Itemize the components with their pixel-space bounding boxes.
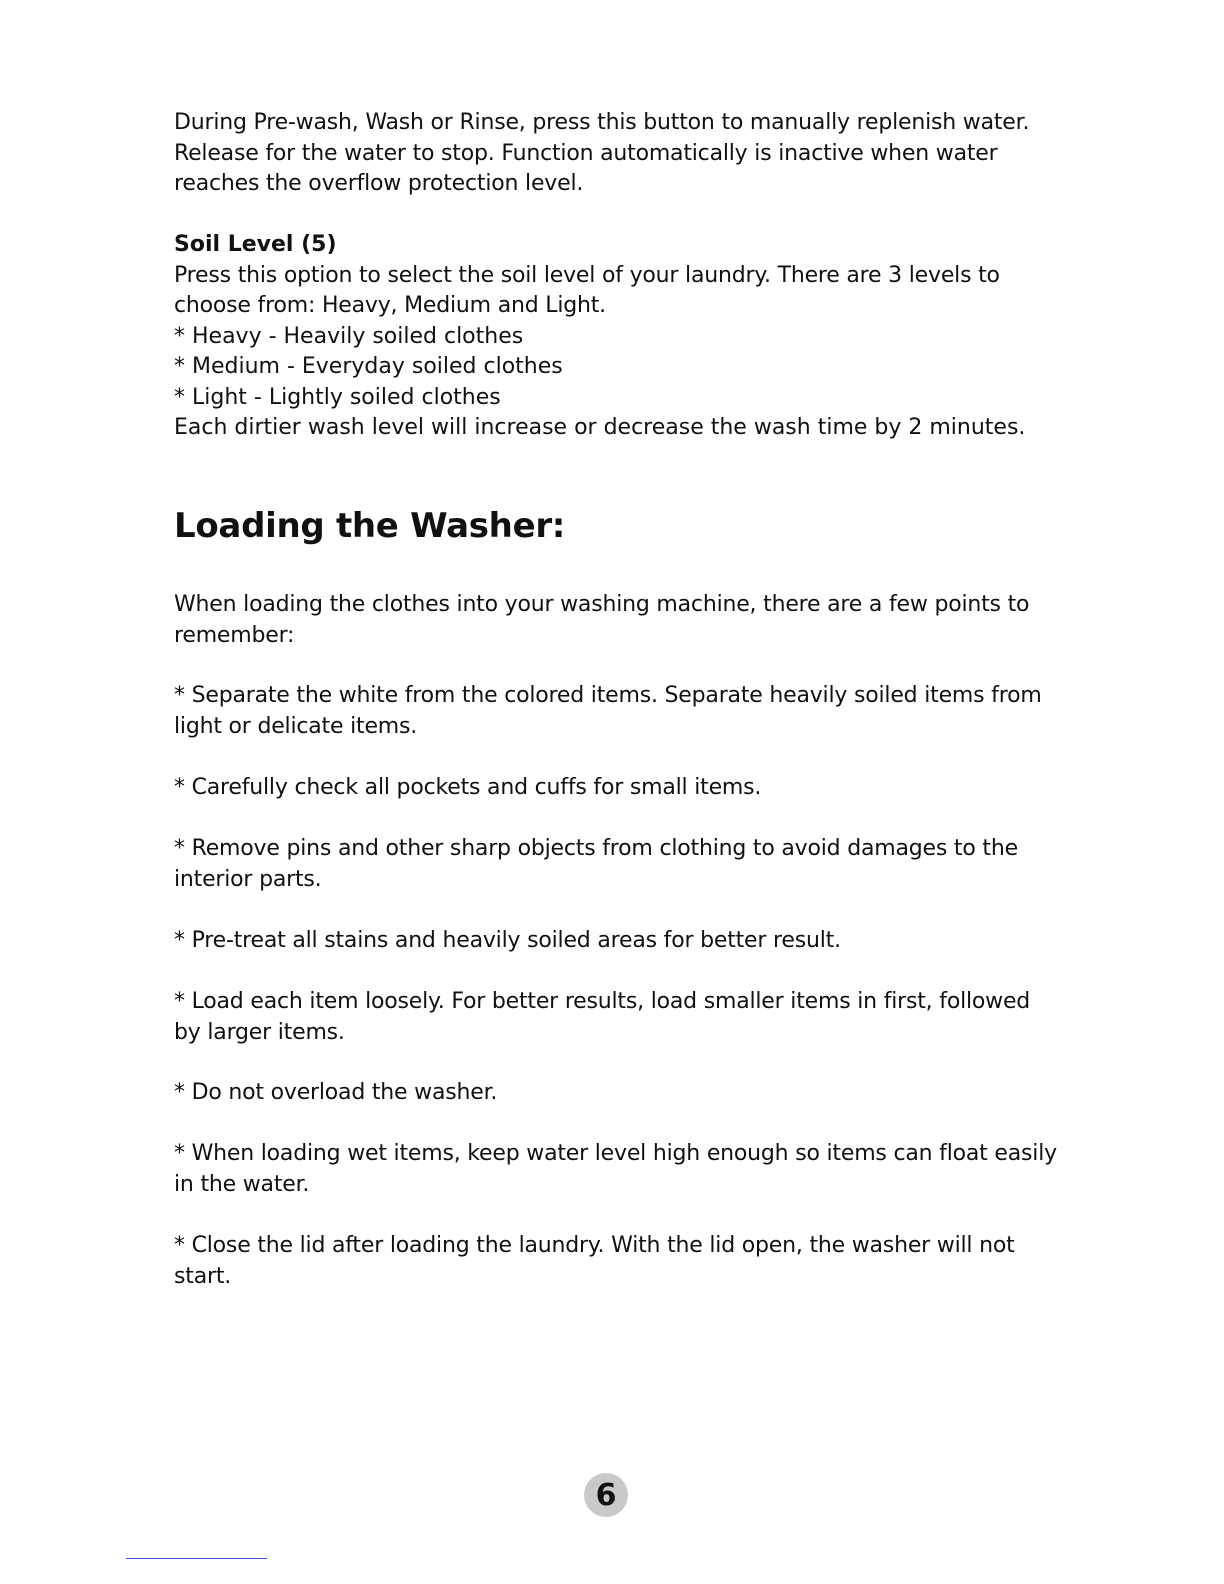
text-line: Release for the water to stop. Function automatically is inactive when water bbox=[174, 140, 998, 166]
soil-level-heading: Soil Level (5) bbox=[174, 232, 337, 257]
text-line: Press this option to select the soil level of your laundry. There are 3 levels to bbox=[174, 262, 1000, 288]
bullet-heavy: * Heavy - Heavily soiled clothes bbox=[174, 323, 524, 349]
refill-description bbox=[174, 108, 1054, 200]
text-line: start. bbox=[174, 1263, 232, 1289]
text-line: * Do not overload the washer. bbox=[174, 1080, 498, 1105]
bullet-medium: * Medium - Everyday soiled clothes bbox=[174, 354, 563, 379]
text-line: * Carefully check all pockets and cuffs for small items. bbox=[174, 775, 762, 800]
loading-point bbox=[174, 987, 1054, 1048]
loading-point bbox=[174, 1231, 1054, 1292]
footnote-divider bbox=[126, 1558, 267, 1559]
text-line: During Pre-wash, Wash or Rinse, press this button to manually replenish water. bbox=[174, 110, 1030, 135]
text-line: by larger items. bbox=[174, 1019, 345, 1045]
text-line: reaches the overflow protection level. bbox=[174, 171, 584, 196]
text-line: remember: bbox=[174, 622, 295, 648]
text-line: * When loading wet items, keep water level high enough so items can float easily bbox=[174, 1141, 1057, 1166]
text-line: in the water. bbox=[174, 1171, 310, 1197]
page-number: 6 bbox=[595, 1477, 617, 1513]
text-line: * Close the lid after loading the laundry. With the lid open, the washer will not bbox=[174, 1233, 1015, 1258]
text-line: * Load each item loosely. For better results, load smaller items in first, followed bbox=[174, 989, 1031, 1014]
section-title: Loading the Washer: bbox=[174, 506, 566, 546]
loading-point bbox=[174, 926, 1054, 957]
page-number-badge bbox=[584, 1473, 628, 1517]
loading-point bbox=[174, 773, 1054, 804]
text-line: interior parts. bbox=[174, 866, 322, 892]
text-line: light or delicate items. bbox=[174, 713, 418, 739]
bullet-light: * Light - Lightly soiled clothes bbox=[174, 384, 501, 410]
loading-point bbox=[174, 834, 1054, 895]
text-line: When loading the clothes into your washing machine, there are a few points to bbox=[174, 592, 1030, 617]
text-line: * Remove pins and other sharp objects from clothing to avoid damages to the bbox=[174, 836, 1018, 861]
loading-point bbox=[174, 1139, 1057, 1200]
text-line: * Separate the white from the colored items. Separate heavily soiled items from bbox=[174, 683, 1042, 708]
text-line: * Pre-treat all stains and heavily soiled areas for better result. bbox=[174, 928, 841, 953]
text-line: choose from: Heavy, Medium and Light. bbox=[174, 293, 606, 318]
soil-level-section bbox=[174, 230, 1054, 444]
soil-level-note: Each dirtier wash level will increase or decrease the wash time by 2 minutes. bbox=[174, 415, 1026, 440]
loading-intro bbox=[174, 590, 1054, 651]
loading-point bbox=[174, 1078, 1054, 1109]
loading-point bbox=[174, 681, 1054, 742]
